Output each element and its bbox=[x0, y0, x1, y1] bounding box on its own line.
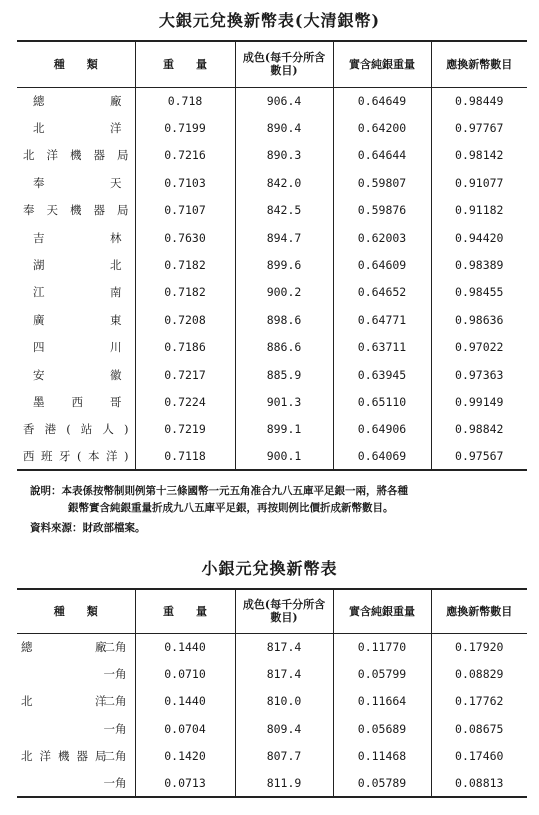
denomination: 二角 bbox=[103, 639, 127, 654]
exchange-rate-cell: 0.97363 bbox=[431, 361, 527, 388]
silver-weight-cell: 0.11664 bbox=[333, 688, 431, 715]
weight-cell: 0.7217 bbox=[135, 361, 235, 388]
exchange-rate-cell: 0.97567 bbox=[431, 443, 527, 470]
weight-cell: 0.7219 bbox=[135, 416, 235, 443]
silver-weight-cell: 0.62003 bbox=[333, 224, 431, 251]
fineness-cell: 842.5 bbox=[235, 197, 333, 224]
data-source-note: 資料來源：財政部檔案。 bbox=[30, 522, 146, 534]
weight-cell: 0.7182 bbox=[135, 251, 235, 278]
note-line-2: 銀幣實含純銀重量折成九八五庫平足銀，再按則例比價折成新幣數目。 bbox=[68, 502, 394, 514]
weight-cell: 0.7224 bbox=[135, 388, 235, 415]
mint-name: 總廠 bbox=[21, 639, 107, 654]
mint-name: 北洋 bbox=[21, 694, 107, 709]
header-fineness: 成色(每千分所含數目) bbox=[235, 41, 333, 87]
silver-weight-cell: 0.11770 bbox=[333, 633, 431, 660]
exchange-rate-cell: 0.08813 bbox=[431, 769, 527, 796]
exchange-rate-cell: 0.98455 bbox=[431, 279, 527, 306]
table1-header-row bbox=[17, 41, 527, 87]
exchange-rate-cell: 0.94420 bbox=[431, 224, 527, 251]
fineness-cell: 890.4 bbox=[235, 114, 333, 141]
coin-name-cell bbox=[17, 769, 135, 796]
table2-title: 小銀元兌換新幣表 bbox=[201, 559, 338, 578]
table1-note bbox=[30, 483, 520, 517]
exchange-rate-cell: 0.99149 bbox=[431, 388, 527, 415]
table-row bbox=[17, 279, 527, 306]
coin-name-cell: 北洋機器局 bbox=[23, 148, 129, 163]
weight-cell: 0.7216 bbox=[135, 142, 235, 169]
coin-name-cell: 江南 bbox=[33, 285, 123, 300]
silver-weight-cell: 0.05799 bbox=[333, 660, 431, 687]
weight-cell: 0.7186 bbox=[135, 334, 235, 361]
silver-weight-cell: 0.64069 bbox=[333, 443, 431, 470]
mint-name: 北洋機器局 bbox=[21, 748, 107, 763]
table1-title: 大銀元兌換新幣表(大清銀幣) bbox=[158, 11, 381, 30]
table-row bbox=[17, 224, 527, 251]
table-row bbox=[17, 306, 527, 333]
exchange-rate-cell: 0.17920 bbox=[431, 633, 527, 660]
silver-weight-cell: 0.11468 bbox=[333, 742, 431, 769]
weight-cell: 0.7182 bbox=[135, 279, 235, 306]
fineness-cell: 899.6 bbox=[235, 251, 333, 278]
table-row bbox=[17, 416, 527, 443]
fineness-cell: 811.9 bbox=[235, 769, 333, 796]
exchange-rate-cell: 0.98389 bbox=[431, 251, 527, 278]
header-kind: 種 類 bbox=[17, 41, 135, 87]
coin-name-cell: 廣東 bbox=[33, 312, 123, 327]
silver-weight-cell: 0.65110 bbox=[333, 388, 431, 415]
fineness-cell: 886.6 bbox=[235, 334, 333, 361]
silver-weight-cell: 0.64771 bbox=[333, 306, 431, 333]
fineness-cell: 900.2 bbox=[235, 279, 333, 306]
coin-name-cell: 北洋 bbox=[33, 121, 123, 136]
coin-name-cell: 四川 bbox=[33, 340, 123, 355]
silver-weight-cell: 0.63945 bbox=[333, 361, 431, 388]
table-row bbox=[17, 688, 527, 715]
exchange-rate-cell: 0.17460 bbox=[431, 742, 527, 769]
exchange-rate-cell: 0.98142 bbox=[431, 142, 527, 169]
weight-cell: 0.0710 bbox=[135, 660, 235, 687]
coin-name-cell: 總廠 bbox=[33, 93, 123, 108]
fineness-cell: 842.0 bbox=[235, 169, 333, 196]
header-weight: 重 量 bbox=[135, 589, 235, 633]
coin-name-cell: 香港(站人) bbox=[23, 422, 129, 437]
exchange-rate-cell: 0.17762 bbox=[431, 688, 527, 715]
silver-weight-cell: 0.64609 bbox=[333, 251, 431, 278]
exchange-rate-cell: 0.98449 bbox=[431, 87, 527, 114]
weight-cell: 0.0704 bbox=[135, 715, 235, 742]
denomination: 一角 bbox=[103, 721, 127, 736]
weight-cell: 0.7103 bbox=[135, 169, 235, 196]
coin-name-cell: 奉天 bbox=[33, 175, 123, 190]
coin-name-cell bbox=[17, 660, 135, 687]
weight-cell: 0.7630 bbox=[135, 224, 235, 251]
denomination: 一角 bbox=[103, 775, 127, 790]
fineness-cell: 890.3 bbox=[235, 142, 333, 169]
weight-cell: 0.1440 bbox=[135, 688, 235, 715]
table-row bbox=[17, 660, 527, 687]
table-row bbox=[17, 169, 527, 196]
denomination: 二角 bbox=[103, 748, 127, 763]
fineness-cell: 901.3 bbox=[235, 388, 333, 415]
coin-name-cell: 墨西哥 bbox=[33, 394, 123, 409]
fineness-cell: 817.4 bbox=[235, 633, 333, 660]
silver-weight-cell: 0.64200 bbox=[333, 114, 431, 141]
fineness-cell: 906.4 bbox=[235, 87, 333, 114]
fineness-cell: 899.1 bbox=[235, 416, 333, 443]
denomination: 一角 bbox=[103, 666, 127, 681]
small-silver-coin-table bbox=[17, 588, 527, 798]
fineness-cell: 807.7 bbox=[235, 742, 333, 769]
exchange-rate-cell: 0.08829 bbox=[431, 660, 527, 687]
coin-name-cell: 奉天機器局 bbox=[23, 203, 129, 218]
table-row bbox=[17, 742, 527, 769]
weight-cell: 0.1420 bbox=[135, 742, 235, 769]
header-silver: 實含純銀重量 bbox=[333, 589, 431, 633]
header-weight: 重 量 bbox=[135, 41, 235, 87]
coin-name-cell bbox=[17, 715, 135, 742]
fineness-cell: 809.4 bbox=[235, 715, 333, 742]
fineness-cell: 885.9 bbox=[235, 361, 333, 388]
silver-weight-cell: 0.64906 bbox=[333, 416, 431, 443]
table-row bbox=[17, 251, 527, 278]
header-rate: 應換新幣數目 bbox=[431, 589, 527, 633]
exchange-rate-cell: 0.98842 bbox=[431, 416, 527, 443]
table-row bbox=[17, 334, 527, 361]
coin-name-cell: 吉林 bbox=[33, 230, 123, 245]
silver-weight-cell: 0.64649 bbox=[333, 87, 431, 114]
exchange-rate-cell: 0.97022 bbox=[431, 334, 527, 361]
silver-weight-cell: 0.64652 bbox=[333, 279, 431, 306]
table-row bbox=[17, 443, 527, 470]
denomination: 二角 bbox=[103, 694, 127, 709]
exchange-rate-cell: 0.98636 bbox=[431, 306, 527, 333]
weight-cell: 0.7107 bbox=[135, 197, 235, 224]
weight-cell: 0.1440 bbox=[135, 633, 235, 660]
weight-cell: 0.0713 bbox=[135, 769, 235, 796]
table-row bbox=[17, 388, 527, 415]
table-row bbox=[17, 197, 527, 224]
coin-name-cell: 安徽 bbox=[33, 367, 123, 382]
fineness-cell: 898.6 bbox=[235, 306, 333, 333]
table-row bbox=[17, 114, 527, 141]
coin-name-cell bbox=[17, 742, 135, 769]
silver-weight-cell: 0.64644 bbox=[333, 142, 431, 169]
exchange-rate-cell: 0.91182 bbox=[431, 197, 527, 224]
header-silver: 實含純銀重量 bbox=[333, 41, 431, 87]
silver-weight-cell: 0.63711 bbox=[333, 334, 431, 361]
silver-weight-cell: 0.59807 bbox=[333, 169, 431, 196]
exchange-rate-cell: 0.97767 bbox=[431, 114, 527, 141]
weight-cell: 0.7208 bbox=[135, 306, 235, 333]
table2-header-row bbox=[17, 589, 527, 633]
silver-weight-cell: 0.05689 bbox=[333, 715, 431, 742]
fineness-cell: 810.0 bbox=[235, 688, 333, 715]
fineness-cell: 817.4 bbox=[235, 660, 333, 687]
table-row bbox=[17, 361, 527, 388]
table-row bbox=[17, 769, 527, 796]
table-row bbox=[17, 142, 527, 169]
exchange-rate-cell: 0.08675 bbox=[431, 715, 527, 742]
coin-name-cell: 湖北 bbox=[33, 258, 123, 273]
weight-cell: 0.718 bbox=[135, 87, 235, 114]
large-silver-dollar-table bbox=[17, 40, 527, 471]
header-rate: 應換新幣數目 bbox=[431, 41, 527, 87]
weight-cell: 0.7199 bbox=[135, 114, 235, 141]
note-line-1: 說明：本表係按幣制則例第十三條國幣一元五角准合九八五庫平足銀一兩，將各種 bbox=[30, 485, 408, 497]
weight-cell: 0.7118 bbox=[135, 443, 235, 470]
table-row bbox=[17, 633, 527, 660]
coin-name-cell bbox=[17, 633, 135, 660]
header-fineness: 成色(每千分所含數目) bbox=[235, 589, 333, 633]
silver-weight-cell: 0.05789 bbox=[333, 769, 431, 796]
coin-name-cell bbox=[17, 688, 135, 715]
header-kind: 種 類 bbox=[17, 589, 135, 633]
coin-name-cell: 西班牙(本洋) bbox=[23, 449, 129, 464]
silver-weight-cell: 0.59876 bbox=[333, 197, 431, 224]
table-row bbox=[17, 87, 527, 114]
table-row bbox=[17, 715, 527, 742]
fineness-cell: 900.1 bbox=[235, 443, 333, 470]
fineness-cell: 894.7 bbox=[235, 224, 333, 251]
exchange-rate-cell: 0.91077 bbox=[431, 169, 527, 196]
